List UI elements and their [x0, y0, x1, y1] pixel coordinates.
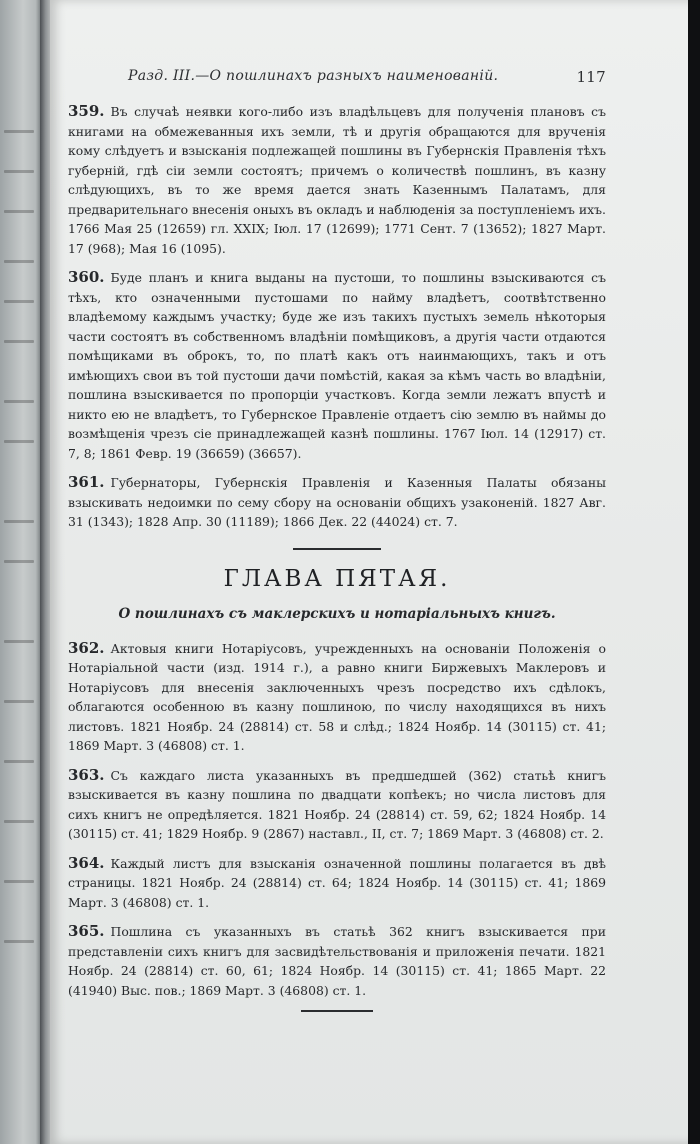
- article-text: Губернаторы, Губернскія Правленія и Казенныя Палаты обязаны взыскивать недоимки по сему сбору на основаніи общихъ узаконеній. 1827 Авг. 31 (1343); 1828 Апр. 30 (11189); 1866 Дек. 22 (44024) ст. 7.: [68, 475, 606, 529]
- article-359: [68, 102, 606, 258]
- article-number: 365.: [68, 922, 105, 940]
- article-number: 360.: [68, 268, 105, 286]
- article-text: Въ случаѣ неявки кого-либо изъ владѣльцевъ для полученія плановъ съ книгами на обмежеванныя ихъ земли, тѣ и другія обращаются для врученія кому слѣдуетъ и взысканія подлежащей пошлины въ Губернскія Правленія тѣхъ губерній, гдѣ сіи земли состоятъ; причемъ о количествѣ пошлинъ, въ казну слѣдующихъ, въ то же время дается знать Казеннымъ Палатамъ, для предварительнаго внесенія оныхъ въ окладъ и наблюденія за поступленіемъ ихъ. 1766 Мая 25 (12659) гл. XXIX; Іюл. 17 (12699); 1771 Сент. 7 (13652); 1827 Март. 17 (968); Мая 16 (1095).: [68, 104, 606, 256]
- chapter-heading: ГЛАВА ПЯТАЯ.: [223, 565, 451, 592]
- article-362: [68, 639, 606, 756]
- article-365: [68, 922, 606, 1000]
- article-number: 364.: [68, 853, 105, 872]
- page-edge-shadow: [688, 0, 700, 1144]
- chapter-subtitle: О пошлинахъ съ маклерскихъ и нотаріальныхъ книгъ.: [118, 606, 556, 622]
- article-text: Пошлина съ указанныхъ въ статьѣ 362 книгъ взыскивается при представленіи сихъ книгъ для засвидѣтельствованія и приложенія печати. 1821 Ноябр. 24 (28814) ст. 60, 61; 1824 Ноябр. 14 (30115) ст. 41; 1865 Март. 22 (41940) Выс. пов.; 1869 Март. 3 (46808) ст. 1.: [68, 924, 606, 998]
- section-divider: [293, 548, 381, 550]
- page-content: [68, 102, 606, 1032]
- article-number: 362.: [68, 638, 105, 657]
- article-text: Каждый листъ для взысканія означенной пошлины полагается въ двѣ страницы. 1821 Ноябр. 24 (28814) ст. 64; 1824 Ноябр. 14 (30115) ст. 41; 1869 Март. 3 (46808) ст. 1.: [68, 855, 606, 910]
- article-number: 361.: [68, 473, 105, 491]
- article-number: 359.: [68, 102, 105, 120]
- page-number: 117: [576, 68, 606, 86]
- article-360: [68, 268, 606, 463]
- article-number: 363.: [68, 765, 105, 784]
- article-text: Буде планъ и книга выданы на пустоши, то пошлины взыскиваются съ тѣхъ, кто означенными пустошами по найму владѣетъ, соотвѣтственно владѣемому каждымъ участку; буде же изъ такихъ пустыхъ земель нѣкоторыя части состоятъ въ собственномъ владѣніи помѣщиковъ, а другія части отдаются помѣщиками въ оброкъ, то, по платѣ какъ отъ наинмающихъ, такъ и отъ имѣющихъ свои въ той пустоши дачи помѣстій, какая за кѣмъ часть во владѣніи, пошлина взыскивается по пропорціи участковъ. Когда земли лежатъ впустѣ и никто ею не владѣетъ, то Губернское Правленіе отдаетъ сію землю въ наймы до возмѣщенія чрезъ сіе принадлежащей казнѣ пошлины. 1767 Іюл. 14 (12917) ст. 7, 8; 1861 Февр. 19 (36659) (36657).: [68, 270, 606, 461]
- article-363: [68, 766, 606, 844]
- article-364: [68, 854, 606, 913]
- adjacent-left-page: [0, 0, 42, 1144]
- article-text: Съ каждаго листа указанныхъ въ предшедшей (362) статьѣ книгъ взыскивается въ казну пошлина по двадцати копѣекъ; но числа листовъ для сихъ книгъ не опредѣляется. 1821 Ноябр. 24 (28814) ст. 59, 62; 1824 Ноябр. 14 (30115) ст. 41; 1829 Ноябр. 9 (2867) наставл., II, ст. 7; 1869 Март. 3 (46808) ст. 2.: [68, 767, 606, 841]
- end-divider: [301, 1010, 373, 1012]
- running-title: Разд. III.—О пошлинахъ разныхъ наименованій.: [128, 68, 499, 84]
- article-361: [68, 473, 606, 532]
- article-text: Актовыя книги Нотаріусовъ, учрежденныхъ на основаніи Положенія о Нотаріальной части (изд. 1914 г.), а равно книги Биржевыхъ Маклеровъ и Нотаріусовъ для внесенія заключенныхъ чрезъ посредство ихъ сдѣлокъ, облагаются особенною въ казну пошлиною, по числу находящихся въ нихъ листовъ. 1821 Ноябр. 24 (28814) ст. 58 и слѣд.; 1824 Ноябр. 14 (30115) ст. 41; 1869 Март. 3 (46808) ст. 1.: [68, 640, 606, 753]
